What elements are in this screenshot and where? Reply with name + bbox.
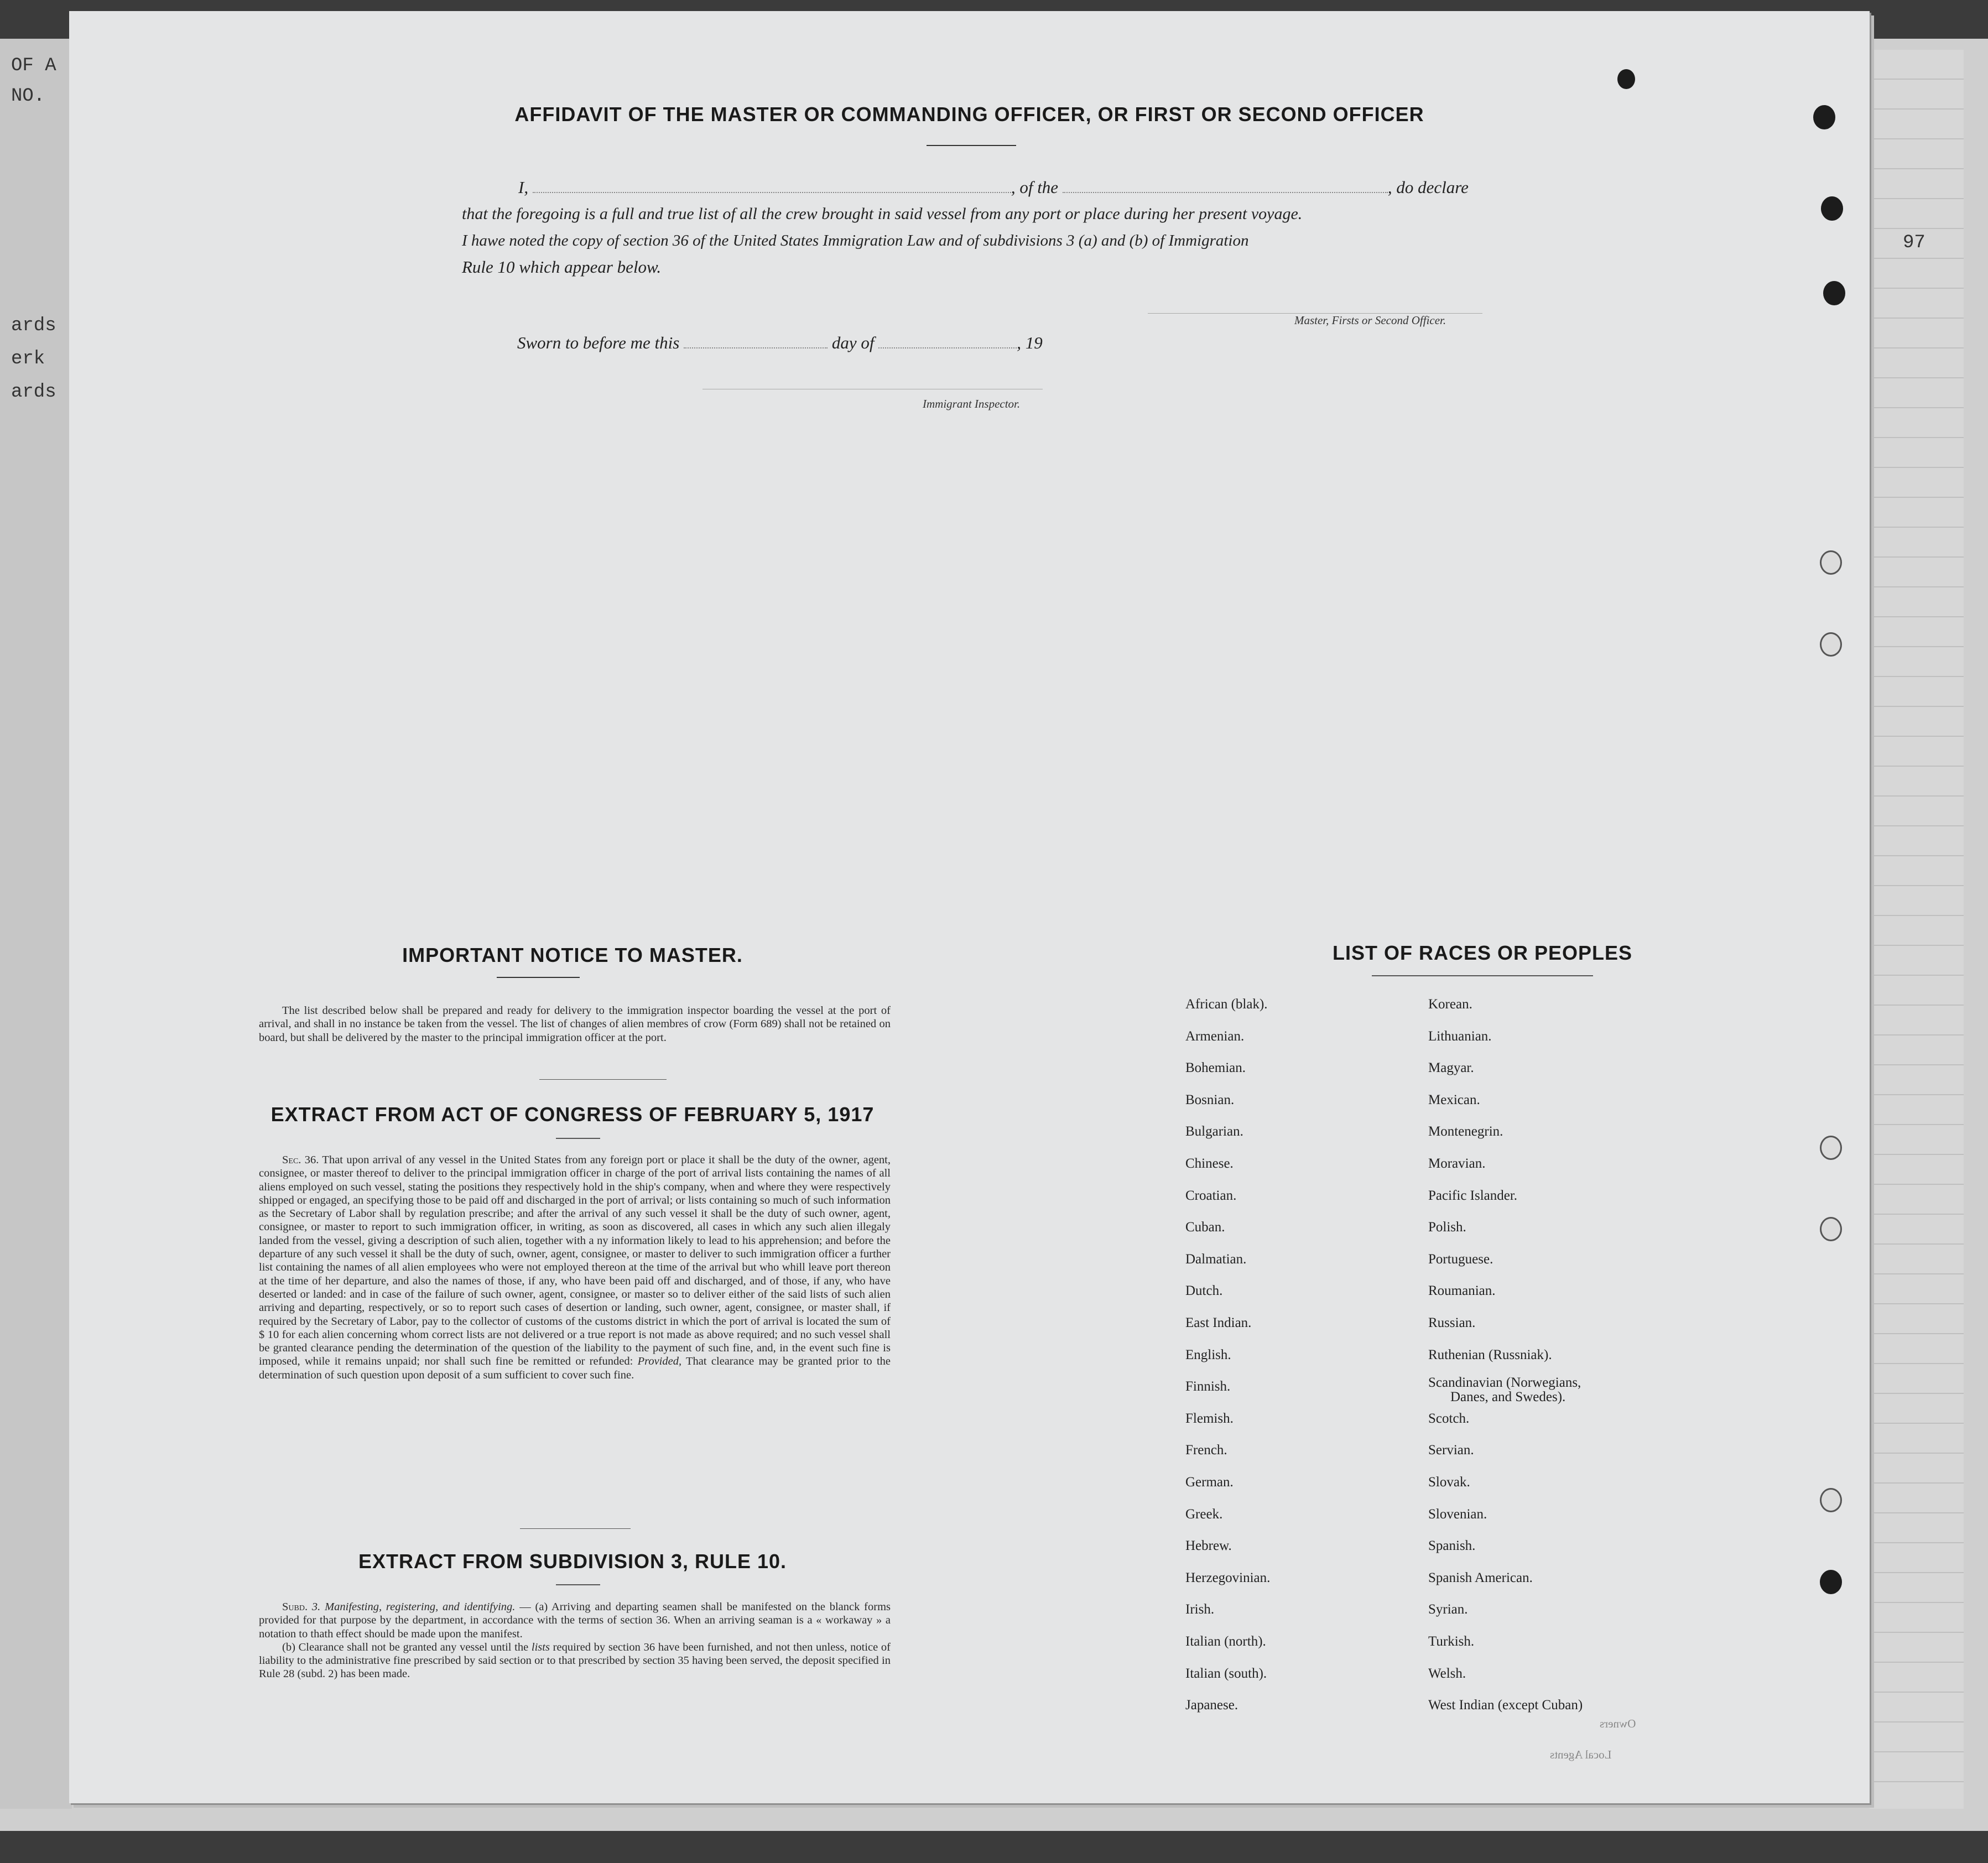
race-item: Ruthenian (Russniak). [1428,1347,1552,1362]
race-item: Finnish. [1185,1379,1231,1394]
rule-divider [556,1584,600,1585]
punch-hole [1820,1570,1842,1594]
declaration-line-4: Rule 10 which appear below. [462,257,662,277]
races-divider [1372,975,1593,976]
race-item: Japanese. [1185,1698,1238,1713]
vessel-name-blank[interactable] [1063,175,1388,193]
race-item: Portuguese. [1428,1252,1493,1267]
rule-paragraph-b [259,1641,891,1681]
race-item: Chinese. [1185,1156,1234,1171]
punch-hole [1617,69,1635,89]
sworn-line [517,331,1043,353]
i-label: I, [518,178,529,197]
rule-a-text: — (a) Arriving and departing seamen shall be manifested on the blanck forms provided for that purpose by the department, in accordance with the terms of section 36. When an arriving seaman is a « workaway » a notation to thath effect should be made upon the manifest. [259,1601,891,1640]
race-item: Herzegovinian. [1185,1570,1271,1585]
race-item: Dutch. [1185,1283,1223,1298]
race-item: East Indian. [1185,1315,1252,1330]
race-item: Hebrew. [1185,1538,1232,1553]
race-item: Dalmatian. [1185,1252,1247,1267]
act-paragraph [259,1153,891,1382]
declaration-line-2: that the foregoing is a full and true list of all the crew brought in said vessel from any port or place during her present voyage. [462,205,1303,223]
race-item [1428,1376,1581,1404]
race-item: Bohemian. [1185,1060,1246,1075]
race-item: Roumanian. [1428,1283,1496,1298]
race-item: Irish. [1185,1602,1215,1617]
act-title: EXTRACT FROM ACT OF CONGRESS OF FEBRUARY 5, 1917 [270,1103,875,1126]
race-item: Spanish. [1428,1538,1476,1553]
bleed-through-owners: Owners [1600,1717,1636,1730]
punch-hole [1820,550,1842,575]
master-name-blank[interactable] [533,175,1011,193]
race-item: Greek. [1185,1507,1223,1522]
race-item: Pacific Islander. [1428,1188,1518,1203]
act-text [259,1153,891,1382]
title-divider [927,145,1016,146]
race-item: Spanish American. [1428,1570,1533,1585]
act-divider [556,1138,600,1139]
declaration-line-1 [462,174,1482,201]
races-title: LIST OF RACES OR PEOPLES [1332,941,1633,964]
race-item: Magyar. [1428,1060,1474,1075]
race-item: German. [1185,1475,1234,1490]
sworn-month-blank[interactable] [878,331,1017,348]
subd-label: Subd. [282,1601,308,1613]
provided-label: Provided, [637,1355,682,1368]
rule-b-lists: lists [531,1641,550,1653]
rule-title: EXTRACT FROM SUBDIVISION 3, RULE 10. [358,1550,787,1573]
year-label: , 19 [1017,333,1043,352]
race-item: Cuban. [1185,1220,1225,1235]
notice-text [259,1004,891,1044]
edge-fragment: OF A [11,55,56,76]
rule-paragraph-a [259,1600,891,1641]
notice-divider [497,977,580,978]
act-text-part-1: 36. That upon arrival of any vessel in the United States from any foreign port or place it shall be the duty of the owner, agent, consignee, or master thereof to deliver to the principal immigration officer in charge of the port of arrival lists containing the names of all aliens employed on such vessel, stating the positions they respectively hold in the ship's company, when and where they were respectively shipped or engaged, an specifying those to be paid off and discharged in the port of arrival; or lists containing so much of such information as the Secretary of Labor shall by regulation prescribe; and after the arrival of any such vessel it shall be the duty of such owner, agent, consignee, or master to report to such immigration officer, in writing, as soon as discovered, all cases in which any such alien illegaly landed from the vessel, giving a description of such alien, together with a ny information likely to lead to his apprehension; and before the departure of any such vessel it shall be the duty of such, owner, agent, consignee, or master to deliver to such immigration officer a further list containing the names of all alien employees who were not employed thereon at the time of the arrival but who whill leave port thereon at the time of her departure, and also the names of those, if any, who have been paid off and discharged, and of those, if any, who have deserted or landed: and in case of the failure of such owner, agent, consignee, or master so to deliver either of the said lists of such alien arriving and departing, respectively, or so to report such cases of desertion or landing, such owner, agent, consignee, or master shall, if required by the Secretary of Labor, pay to the collector of customs of the customs district in which the port of arrival is located the sum of $ 10 for each alien concerning whom correct lists are not delivered or a true report is not made as above required; and no such vessel shall be granted clearance pending the determination of the question of the liability to the payment of such fine, and, in the event such fine is imposed, while it remains unpaid; nor shall such fine be remitted or refunded: [259,1154,891,1368]
race-item: Bosnian. [1185,1092,1235,1107]
punch-hole [1820,1488,1842,1512]
race-item: Russian. [1428,1315,1476,1330]
race-item: Italian (south). [1185,1666,1267,1681]
race-item: Welsh. [1428,1666,1466,1681]
race-item: Slovenian. [1428,1507,1487,1522]
sec-label: Sec. [282,1154,301,1166]
race-item-continuation: Danes, and Swedes). [1450,1390,1566,1404]
race-item: Croatian. [1185,1188,1237,1203]
notice-bottom-rule [539,1079,667,1080]
race-item-label: Scandinavian (Norwegians, [1428,1375,1581,1390]
do-declare-label: , do declare [1387,178,1469,197]
punch-hole [1820,1217,1842,1241]
race-item: Servian. [1428,1443,1474,1458]
race-item: Moravian. [1428,1156,1486,1171]
declaration-line-3: I hawe noted the copy of section 36 of the United States Immigration Law and of subdivisions 3 (a) and (b) of Immigration [462,232,1249,249]
race-item: French. [1185,1443,1227,1458]
notice-paragraph: The list described below shall be prepared and ready for delivery to the immigration inspector boarding the vessel at the port of arrival, and shall in no instance be taken from the vessel. The list of changes of alien membres of crow (Form 689) shall not be retained on board, but shall be delivered by the master to the principal immigration officer at the port. [259,1005,891,1044]
sworn-label: Sworn to before me this [517,333,680,352]
race-item: Korean. [1428,997,1472,1012]
rule-b-prefix: (b) Clearance shall not be granted any vessel until the [282,1641,529,1653]
race-item: Scotch. [1428,1411,1470,1426]
act-text-part-2: That clearance may be granted prior to the determination of such question upon deposit of a sum sufficient to cover such fine. [259,1355,891,1381]
punch-hole [1820,632,1842,657]
inspector-caption: Immigrant Inspector. [923,397,1021,410]
race-item: Armenian. [1185,1029,1245,1044]
race-item: Turkish. [1428,1634,1475,1649]
race-item: Polish. [1428,1220,1466,1235]
act-bottom-rule [520,1528,631,1529]
left-sheet-edge [0,39,72,1809]
edge-fragment: erk [11,348,45,370]
edge-fragment: NO. [11,86,45,107]
race-item: Italian (north). [1185,1634,1266,1649]
edge-fragment: ards [11,382,56,403]
punch-hole [1823,281,1845,305]
of-the-label: , of the [1011,178,1059,197]
signature-caption: Master, Firsts or Second Officer. [1294,314,1446,327]
race-item: African (blak). [1185,997,1268,1012]
race-item: Mexican. [1428,1092,1480,1107]
affidavit-declaration [462,174,1482,280]
ruled-sheet-edge [1870,50,1964,1809]
race-item: West Indian (except Cuban) [1428,1698,1583,1713]
affidavit-title: AFFIDAVIT OF THE MASTER OR COMMANDING OFFICER, OR FIRST OR SECOND OFFICER [514,103,1424,126]
race-item: Montenegrin. [1428,1124,1503,1139]
punch-hole [1820,1136,1842,1160]
notice-title: IMPORTANT NOTICE TO MASTER. [402,944,743,966]
race-item: Lithuanian. [1428,1029,1492,1044]
right-edge-fragment: 97 [1903,232,1925,253]
day-of-label: day of [831,333,875,352]
edge-fragment: ards [11,315,56,336]
race-item: Syrian. [1428,1602,1468,1617]
race-item: Slovak. [1428,1475,1470,1490]
bleed-through-local-agents: Local Agents [1550,1748,1612,1761]
rule-a-heading: 3. Manifesting, registering, and identifying. [311,1601,516,1613]
race-item: Flemish. [1185,1411,1234,1426]
race-item: Bulgarian. [1185,1124,1243,1139]
race-item: English. [1185,1347,1231,1362]
punch-hole [1821,196,1843,221]
rule-text [259,1600,891,1681]
sworn-day-blank[interactable] [684,331,828,348]
rule-b-text: required by section 36 have been furnished, and not then unless, notice of liability to the administrative fine prescribed by said section or to that prescribed by section 35 having been served, the deposit specified in Rule 28 (subd. 2) has been made. [259,1641,891,1680]
